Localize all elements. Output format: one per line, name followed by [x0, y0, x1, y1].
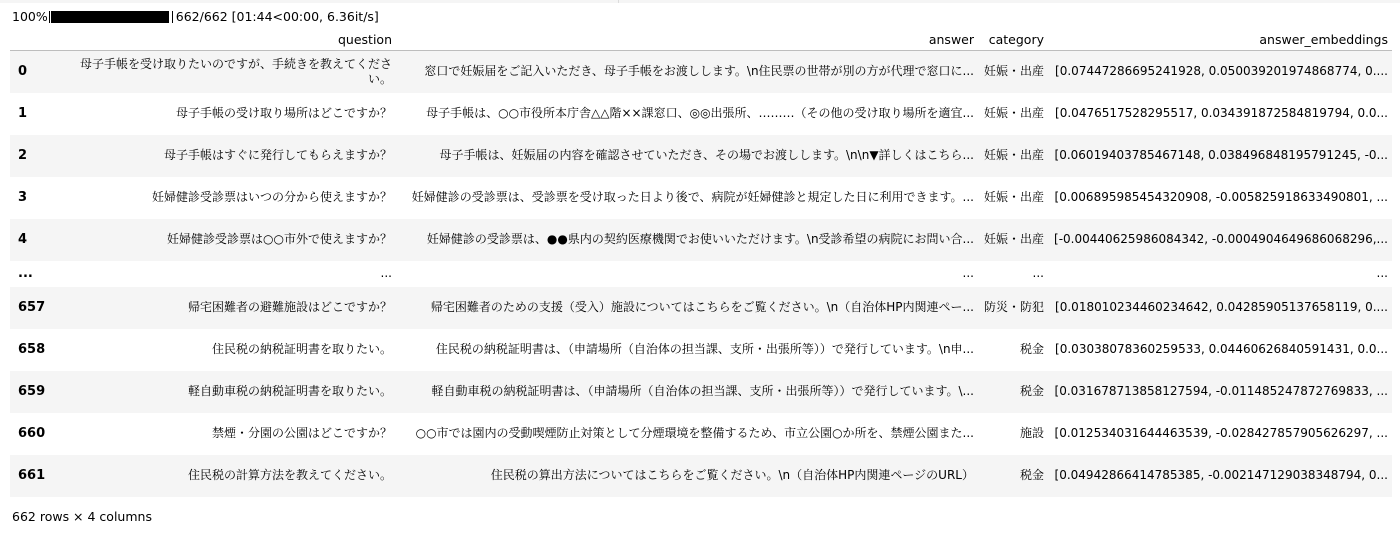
- row-index: 659: [18, 384, 46, 399]
- question-cell: ...: [380, 266, 392, 280]
- answer-cell: 妊婦健診の受診票は、受診票を受け取った日より後で、病院が妊婦健診と規定した日に利用できます。...: [411, 190, 974, 204]
- question-cell: 住民税の計算方法を教えてください。: [187, 468, 392, 482]
- answer-cell: 軽自動車税の納税証明書は、（申請場所（自治体の担当課、支所・出張所等））で発行しています。\...: [431, 384, 974, 398]
- row-index: ...: [18, 266, 33, 281]
- table-row: [10, 329, 1392, 371]
- question-cell: 母子手帳の受け取り場所はどこですか？: [175, 106, 392, 120]
- category-cell: ...: [1032, 266, 1044, 280]
- embedding-cell: ...: [1376, 266, 1388, 280]
- category-cell: 防災・防犯: [983, 300, 1044, 314]
- question-cell: 妊婦健診受診票は○○市外で使えますか？: [167, 232, 392, 246]
- category-cell: 施設: [1019, 426, 1044, 440]
- embedding-cell: [0.06019403785467148, 0.038496848195791245, -0...: [1054, 148, 1388, 162]
- question-cell: 母子手帳を受け取りたいのですが、手続きを教えてください。: [79, 56, 392, 86]
- table-row: [10, 371, 1392, 413]
- column-header: category: [978, 28, 1048, 51]
- table-row: [10, 413, 1392, 455]
- question-cell: 軽自動車税の納税証明書を取りたい。: [187, 384, 392, 398]
- embedding-cell: [0.03038078360259533, 0.04460626840591431, 0.0...: [1055, 342, 1388, 356]
- progress-bar-start: [49, 11, 50, 23]
- question-cell: 妊婦健診受診票はいつの分から使えますか？: [151, 190, 392, 204]
- category-cell: 税金: [1019, 342, 1044, 356]
- row-index: 0: [18, 64, 28, 80]
- progress-percent: 100%: [12, 9, 48, 24]
- category-cell: 税金: [1019, 468, 1044, 482]
- embedding-cell: [0.0476517528295517, 0.034391872584819794, 0.0...: [1055, 106, 1388, 120]
- question-cell: 禁煙・分園の公園はどこですか？: [211, 426, 392, 440]
- category-cell: 妊娠・出産: [983, 64, 1044, 79]
- row-index: 4: [18, 232, 28, 247]
- embedding-cell: [0.07447286695241928, 0.050039201974868774, 0....: [1055, 64, 1388, 79]
- cell-top-divider: [0, 0, 1400, 3]
- answer-cell: 妊婦健診の受診票は、●●県内の契約医療機関でお使いいただけます。\n受診希望の病院にお問い合...: [426, 232, 974, 246]
- column-header: answer_embeddings: [1048, 28, 1392, 51]
- index-header: [10, 28, 64, 51]
- answer-cell: ...: [962, 266, 974, 280]
- table-row: [10, 51, 1392, 93]
- table-row: [10, 219, 1392, 261]
- progress-bar-end: [172, 11, 173, 23]
- embedding-cell: [0.012534031644463539, -0.028427857905626297, ...: [1054, 426, 1388, 440]
- answer-cell: 住民税の算出方法についてはこちらをご覧ください。\n（自治体HP内関連ページのURL）: [490, 468, 974, 482]
- dataframe-shape: 662 rows × 4 columns: [12, 509, 152, 524]
- answer-cell: ○○市では園内の受動喫煙防止対策として分煙環境を整備するため、市立公園○か所を、禁煙公園また...: [415, 426, 974, 440]
- row-index: 1: [18, 106, 28, 121]
- table-row: [10, 261, 1392, 287]
- embedding-cell: [0.018010234460234642, 0.04285905137658119, 0....: [1055, 300, 1388, 314]
- embedding-cell: [-0.00440625986084342, -0.0004904649686068296,...: [1054, 232, 1388, 246]
- row-index: 658: [18, 342, 46, 357]
- row-index: 660: [18, 426, 46, 441]
- answer-cell: 母子手帳は、○○市役所本庁舎△△階××課窓口、◎◎出張所、………（その他の受け取り場所を適宜...: [426, 106, 974, 120]
- answer-cell: 帰宅困難者のための支援（受入）施設についてはこちらをご覧ください。\n（自治体HP内関連ペー...: [430, 300, 974, 314]
- embedding-cell: [0.031678713858127594, -0.011485247872769833, ...: [1054, 384, 1388, 398]
- question-cell: 帰宅困難者の避難施設はどこですか？: [187, 300, 392, 314]
- category-cell: 妊娠・出産: [983, 232, 1044, 246]
- dataframe-table: [10, 28, 1392, 497]
- row-index: 2: [18, 148, 28, 163]
- category-cell: 妊娠・出産: [983, 148, 1044, 162]
- category-cell: 妊娠・出産: [983, 190, 1044, 204]
- table-header: [10, 28, 1392, 51]
- table-row: [10, 93, 1392, 135]
- answer-cell: 窓口で妊娠届をご記入いただき、母子手帳をお渡しします。\n住民票の世帯が別の方が代理で窓口に...: [424, 64, 974, 79]
- row-index: 3: [18, 190, 28, 205]
- answer-cell: 住民税の納税証明書は、（申請場所（自治体の担当課、支所・出張所等））で発行しています。\n申...: [435, 342, 974, 356]
- table-row: [10, 455, 1392, 497]
- answer-cell: 母子手帳は、妊娠届の内容を確認させていただき、その場でお渡しします。\n\n▼詳しくはこちら...: [439, 148, 974, 162]
- embedding-cell: [0.006895985454320908, -0.005825918633490801, ...: [1054, 190, 1388, 204]
- progress-output: [12, 9, 379, 25]
- row-index: 657: [18, 300, 46, 315]
- embedding-cell: [0.04942866414785385, -0.002147129038348794, 0...: [1054, 468, 1388, 482]
- column-header: question: [64, 28, 396, 51]
- question-cell: 母子手帳はすぐに発行してもらえますか？: [163, 148, 392, 162]
- table-body: [10, 51, 1392, 497]
- table-row: [10, 287, 1392, 329]
- category-cell: 妊娠・出産: [983, 106, 1044, 120]
- table-row: [10, 135, 1392, 177]
- category-cell: 税金: [1019, 384, 1044, 398]
- table-row: [10, 177, 1392, 219]
- question-cell: 住民税の納税証明書を取りたい。: [211, 342, 392, 356]
- column-header: answer: [396, 28, 978, 51]
- row-index: 661: [18, 468, 46, 483]
- progress-bar: [51, 11, 169, 23]
- progress-stats: 662/662 [01:44<00:00, 6.36it/s]: [175, 9, 379, 24]
